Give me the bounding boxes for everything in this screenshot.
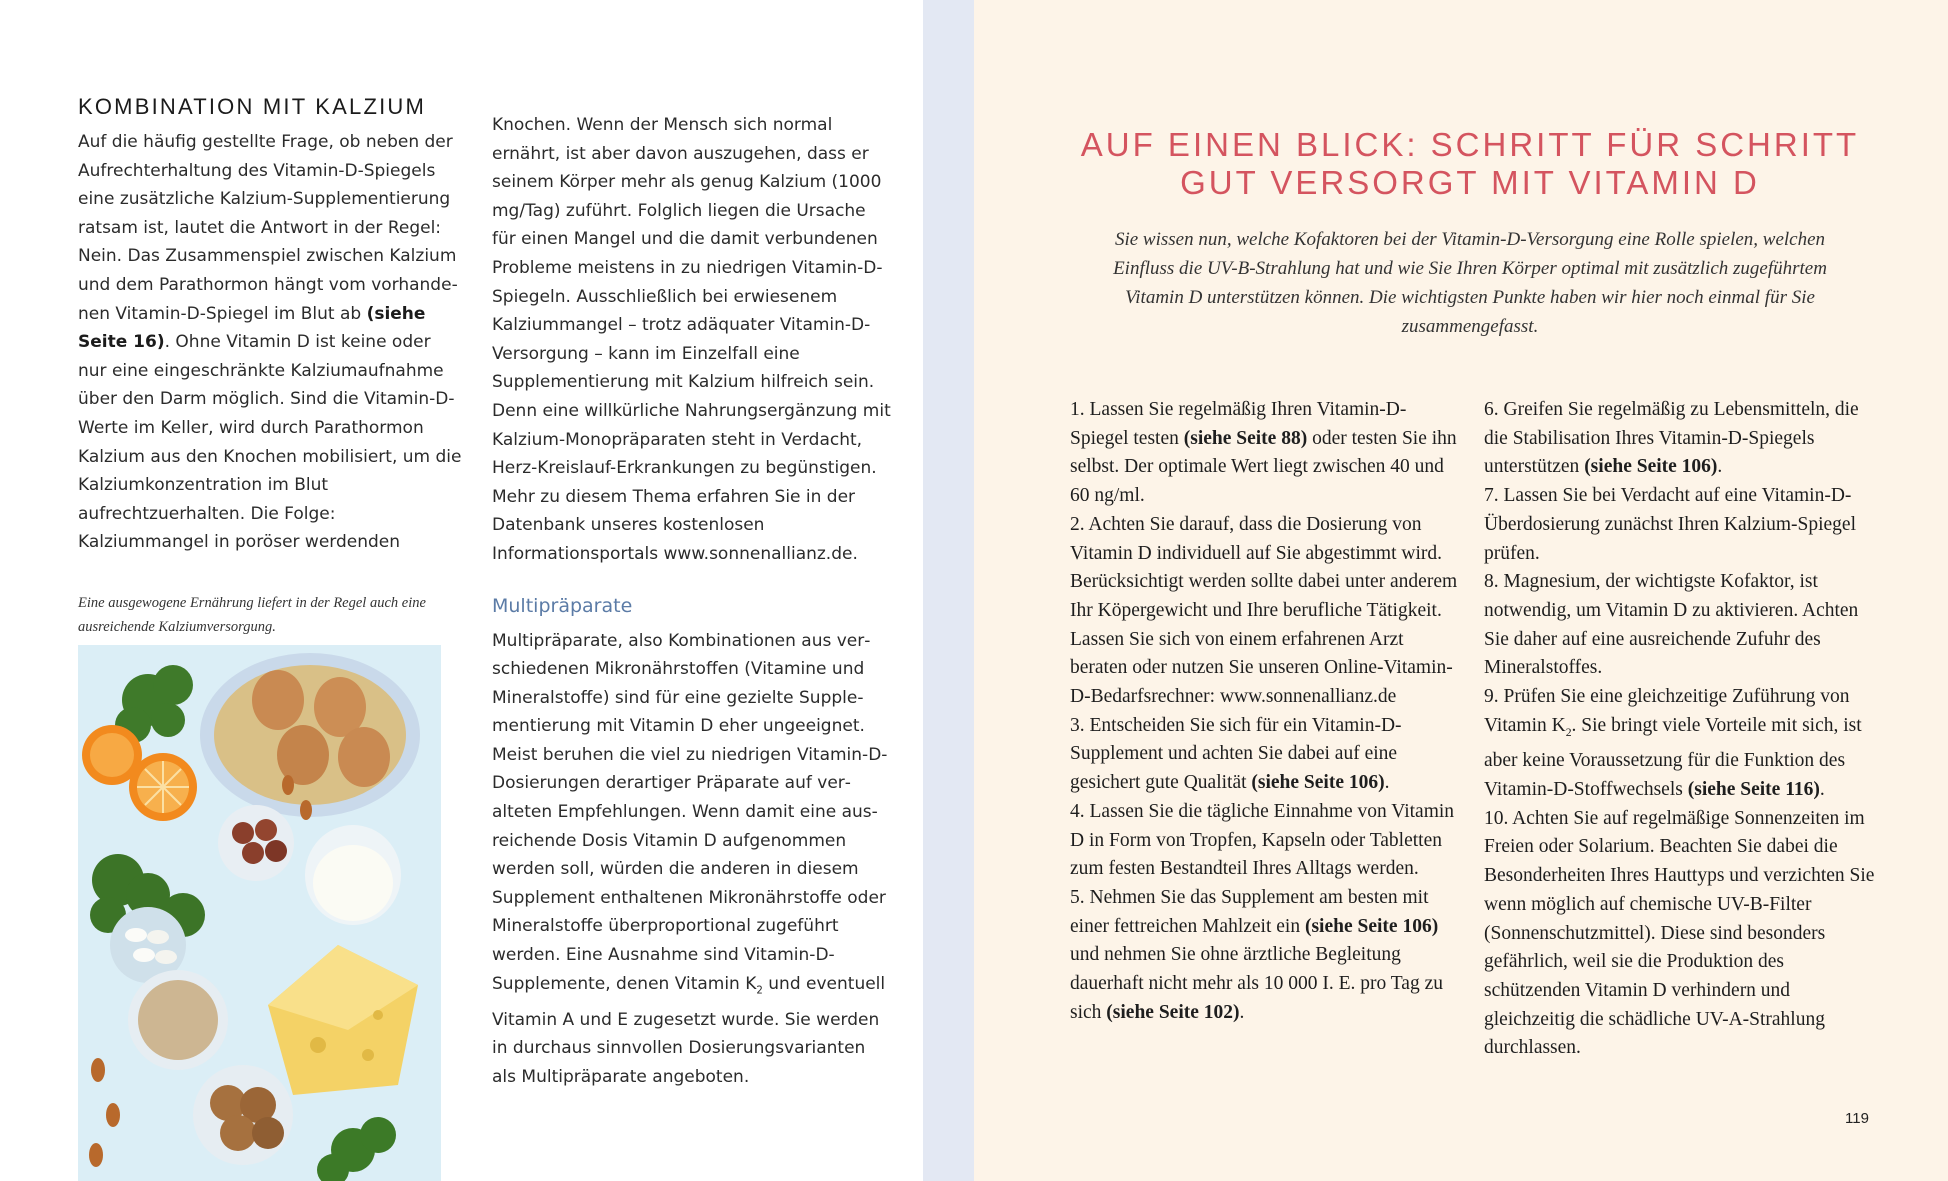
page-gutter [923,0,974,1181]
step-5-text-mid: und nehmen Sie ohne ärztliche Begleitung dauerhaft nicht mehr als 10 000 I. E. pro Tag zu sich [1070,944,1443,1023]
step-9-text-end: . [1819,779,1825,801]
step-5-text-end: . [1239,1001,1245,1023]
hazelnut-bowl [218,805,294,881]
step-6-text-end: . [1717,456,1723,478]
step-4: 4. Lassen Sie die tägliche Einnahme von Vitamin D in Form von Tropfen, Kapseln oder Tabletten zum festen Bestandteil Ihres Alltags werden. [1070,800,1455,880]
left-page [0,0,923,1181]
food-illustration [78,645,441,1181]
milk-glass [305,825,401,925]
multi-text-1: Multipräparate, also Kombinationen aus verschiedenen Mikronährstoffen (Vitamine und Mineralstoffe) sind für eine gezielte Supplementierung mit Vitamin D eher ungeeignet. Meist beruhen die viel zu niedrigen Vitamin-D-Dosierungen derartiger Präparate auf veralteten Empfehlungen. Wenn damit eine ausreichende Dosis Vitamin D aufgenommen werden soll, würden die anderen in diesem Supplement enthaltenen Mikronährstoffe oder Mineralstoffe überproportional zugeführt werden. Eine Ausnahme sind Vitamin-D-Supplemente, denen Vitamin K [492,630,888,994]
page-ref-106: (siehe Seite 106) [1251,772,1385,794]
page-ref-16: (siehe Seite 16) [78,303,426,353]
step-9-text-mid: . Sie bringt viele Vorteile mit sich, ist aber keine Voraussetzung für die Funktion des Vitamin-D-Stoffwechsels [1484,714,1862,801]
summary-intro: Sie wissen nun, welche Kofaktoren bei der Vitamin-D-Versorgung eine Rolle spielen, welchen Einfluss die UV-B-Strahlung hat und wie Sie Ihren Körper optimal mit zusätzlich zugeführtem Vitamin D unterstützen können. Die wichtigsten Punkte haben wir hier noch einmal für Sie zusammengefasst. [1113,229,1827,337]
page-ref-102: (siehe Seite 102) [1106,1001,1240,1023]
title-line-1: AUF EINEN BLICK: SCHRITT FÜR SCHRITT [1080,126,1860,163]
page-ref-106: (siehe Seite 106) [1584,456,1718,478]
subscript-2: 2 [1565,725,1572,739]
step-7: 7. Lassen Sie bei Verdacht auf eine Vitamin-D-Überdosierung zunächst Ihren Kalzium-Spiegel prüfen. [1484,485,1857,564]
step-10: 10. Achten Sie auf regelmäßige Sonnenzeiten im Freien oder Solarium. Beachten Sie dabei die Besonderheiten Ihres Hauttyps und verzichten Sie wenn möglich auf chemische UV-B-Filter (Sonnenschutzmittel). Diese sind besonders gefährlich, weil sie die Produktion des schützenden Vitamin D verhindern und gleichzeitig die schädliche UV-A-Strahlung durchlassen. [1484,807,1875,1059]
section-heading: KOMBINATION MIT KALZIUM [78,94,427,119]
page-ref-88: (siehe Seite 88) [1183,427,1308,449]
step-5 [1070,884,1462,1028]
step-9-text: 9. Prüfen Sie eine gleichzeitige Zuführung von Vitamin K [1484,686,1850,736]
walnut-bowl [193,1065,293,1165]
calcium-continued-paragraph: Knochen. Wenn der Mensch sich normal ernährt, ist aber davon auszugehen, dass er seinem Körper mehr als genug Kalzium (1000 mg/Tag) zuführt. Folglich liegen die Ursache für einen Mangel und die damit verbundenen Probleme meistens in zu niedrigen Vitamin-D-Spiegeln. Ausschließlich bei erwiesenem Kalziummangel – trotz adäquater Vitamin-D-Versorgung – kann im Einzelfall eine Supplementierung mit Kalzium hilfreich sein. Denn eine willkürliche Nahrungsergänzung mit Kalzium-Monopräparaten steht in Verdacht, Herz-Kreislauf-Erkrankungen zu begünstigen. Mehr zu diesem Thema erfahren Sie in der Datenbank unseres kostenlosen Informationsportals www.sonnenallianz.de. [492,115,891,564]
oat-bowl [128,970,228,1070]
subheading-multipraeparate: Multipräparate [492,594,633,617]
page-ref-106: (siehe Seite 106) [1304,915,1439,937]
step-2: 2. Achten Sie darauf, dass die Dosierung von Vitamin D individuell auf Sie abgestimmt wird. Berücksichtigt werden sollte dabei unter anderem Ihr Köpergewicht und Ihre berufliche Tätigkeit. Lassen Sie sich von einem erfahrenen Arzt beraten oder nutzen Sie unseren Online-Vitamin-D-Bedarfsrechner: www.sonnenallianz.de [1070,513,1458,708]
step-6-text: 6. Greifen Sie regelmäßig zu Lebensmitteln, die die Stabilisation Ihres Vitamin-D-Spiegels unterstützen [1484,399,1859,478]
step-6 [1484,396,1884,482]
left-column-2 [492,111,892,1091]
step-9 [1484,683,1884,805]
step-1-text-end: oder testen Sie ihn selbst. Der optimale Wert liegt zwischen 40 und 60 ng/ml. [1070,427,1457,507]
food-photo [78,645,441,1181]
steps-column-1 [1070,396,1462,1027]
photo-caption: Eine ausgewogene Ernährung liefert in der Regel auch eine ausreichende Kalziumversorgung. [78,595,426,635]
step-3-text-end: . [1384,772,1390,794]
multi-text-2: und eventuell Vitamin A und E zugesetzt wurde. Sie werden in durchaus sinnvollen Dosierungsvarianten als Multipräparate angeboten. [492,973,886,1087]
calcium-paragraph [78,128,464,557]
steps-column-2 [1484,396,1884,1063]
step-8: 8. Magnesium, der wichtigste Kofaktor, ist notwendig, um Vitamin D zu aktivieren. Achten Sie daher auf eine ausreichende Zufuhr des Mineralstoffes. [1484,571,1859,679]
step-3 [1070,712,1462,798]
step-1 [1070,396,1462,511]
calcium-text-1: Auf die häufig gestellte Frage, ob neben der Aufrechterhaltung des Vitamin-D-Spiegels eine zusätzliche Kalzium-Supplementierung ratsam ist, lautet die Antwort in der Regel: Nein. Das Zusammenspiel zwischen Kalzium und dem Parathormon hängt vom vorhandenen Vitamin-D-Spiegel im Blut ab [78,132,458,324]
summary-title [1040,126,1900,202]
egg-bowl [200,653,420,817]
left-column-1 [78,94,464,557]
step-5-text: 5. Nehmen Sie das Supplement am besten mit einer fettreichen Mahlzeit ein [1070,886,1429,937]
multipraeparate-paragraph [492,627,892,1092]
page-ref-116: (siehe Seite 116) [1687,779,1820,801]
title-line-2: GUT VERSORGT MIT VITAMIN D [1180,164,1760,201]
page-number: 119 [1845,1110,1869,1127]
calcium-text-2: . Ohne Vitamin D ist keine oder nur eine eingeschränkte Kalziumaufnahme über den Darm möglich. Sind die Vitamin-D-Werte im Keller, wird durch Parathormon Kalzium aus den Knochen mobilisiert, um die Kalziumkonzentration im Blut aufrechtzuerhalten. Die Folge: Kalziummangel in poröser werdenden [78,332,462,553]
step-1-text: 1. Lassen Sie regelmäßig Ihren Vitamin-D-Spiegel testen [1070,399,1407,449]
subscript-2: 2 [756,985,763,997]
step-3-text: 3. Entscheiden Sie sich für ein Vitamin-D-Supplement und achten Sie dabei auf eine gesichert gute Qualität [1070,714,1402,794]
